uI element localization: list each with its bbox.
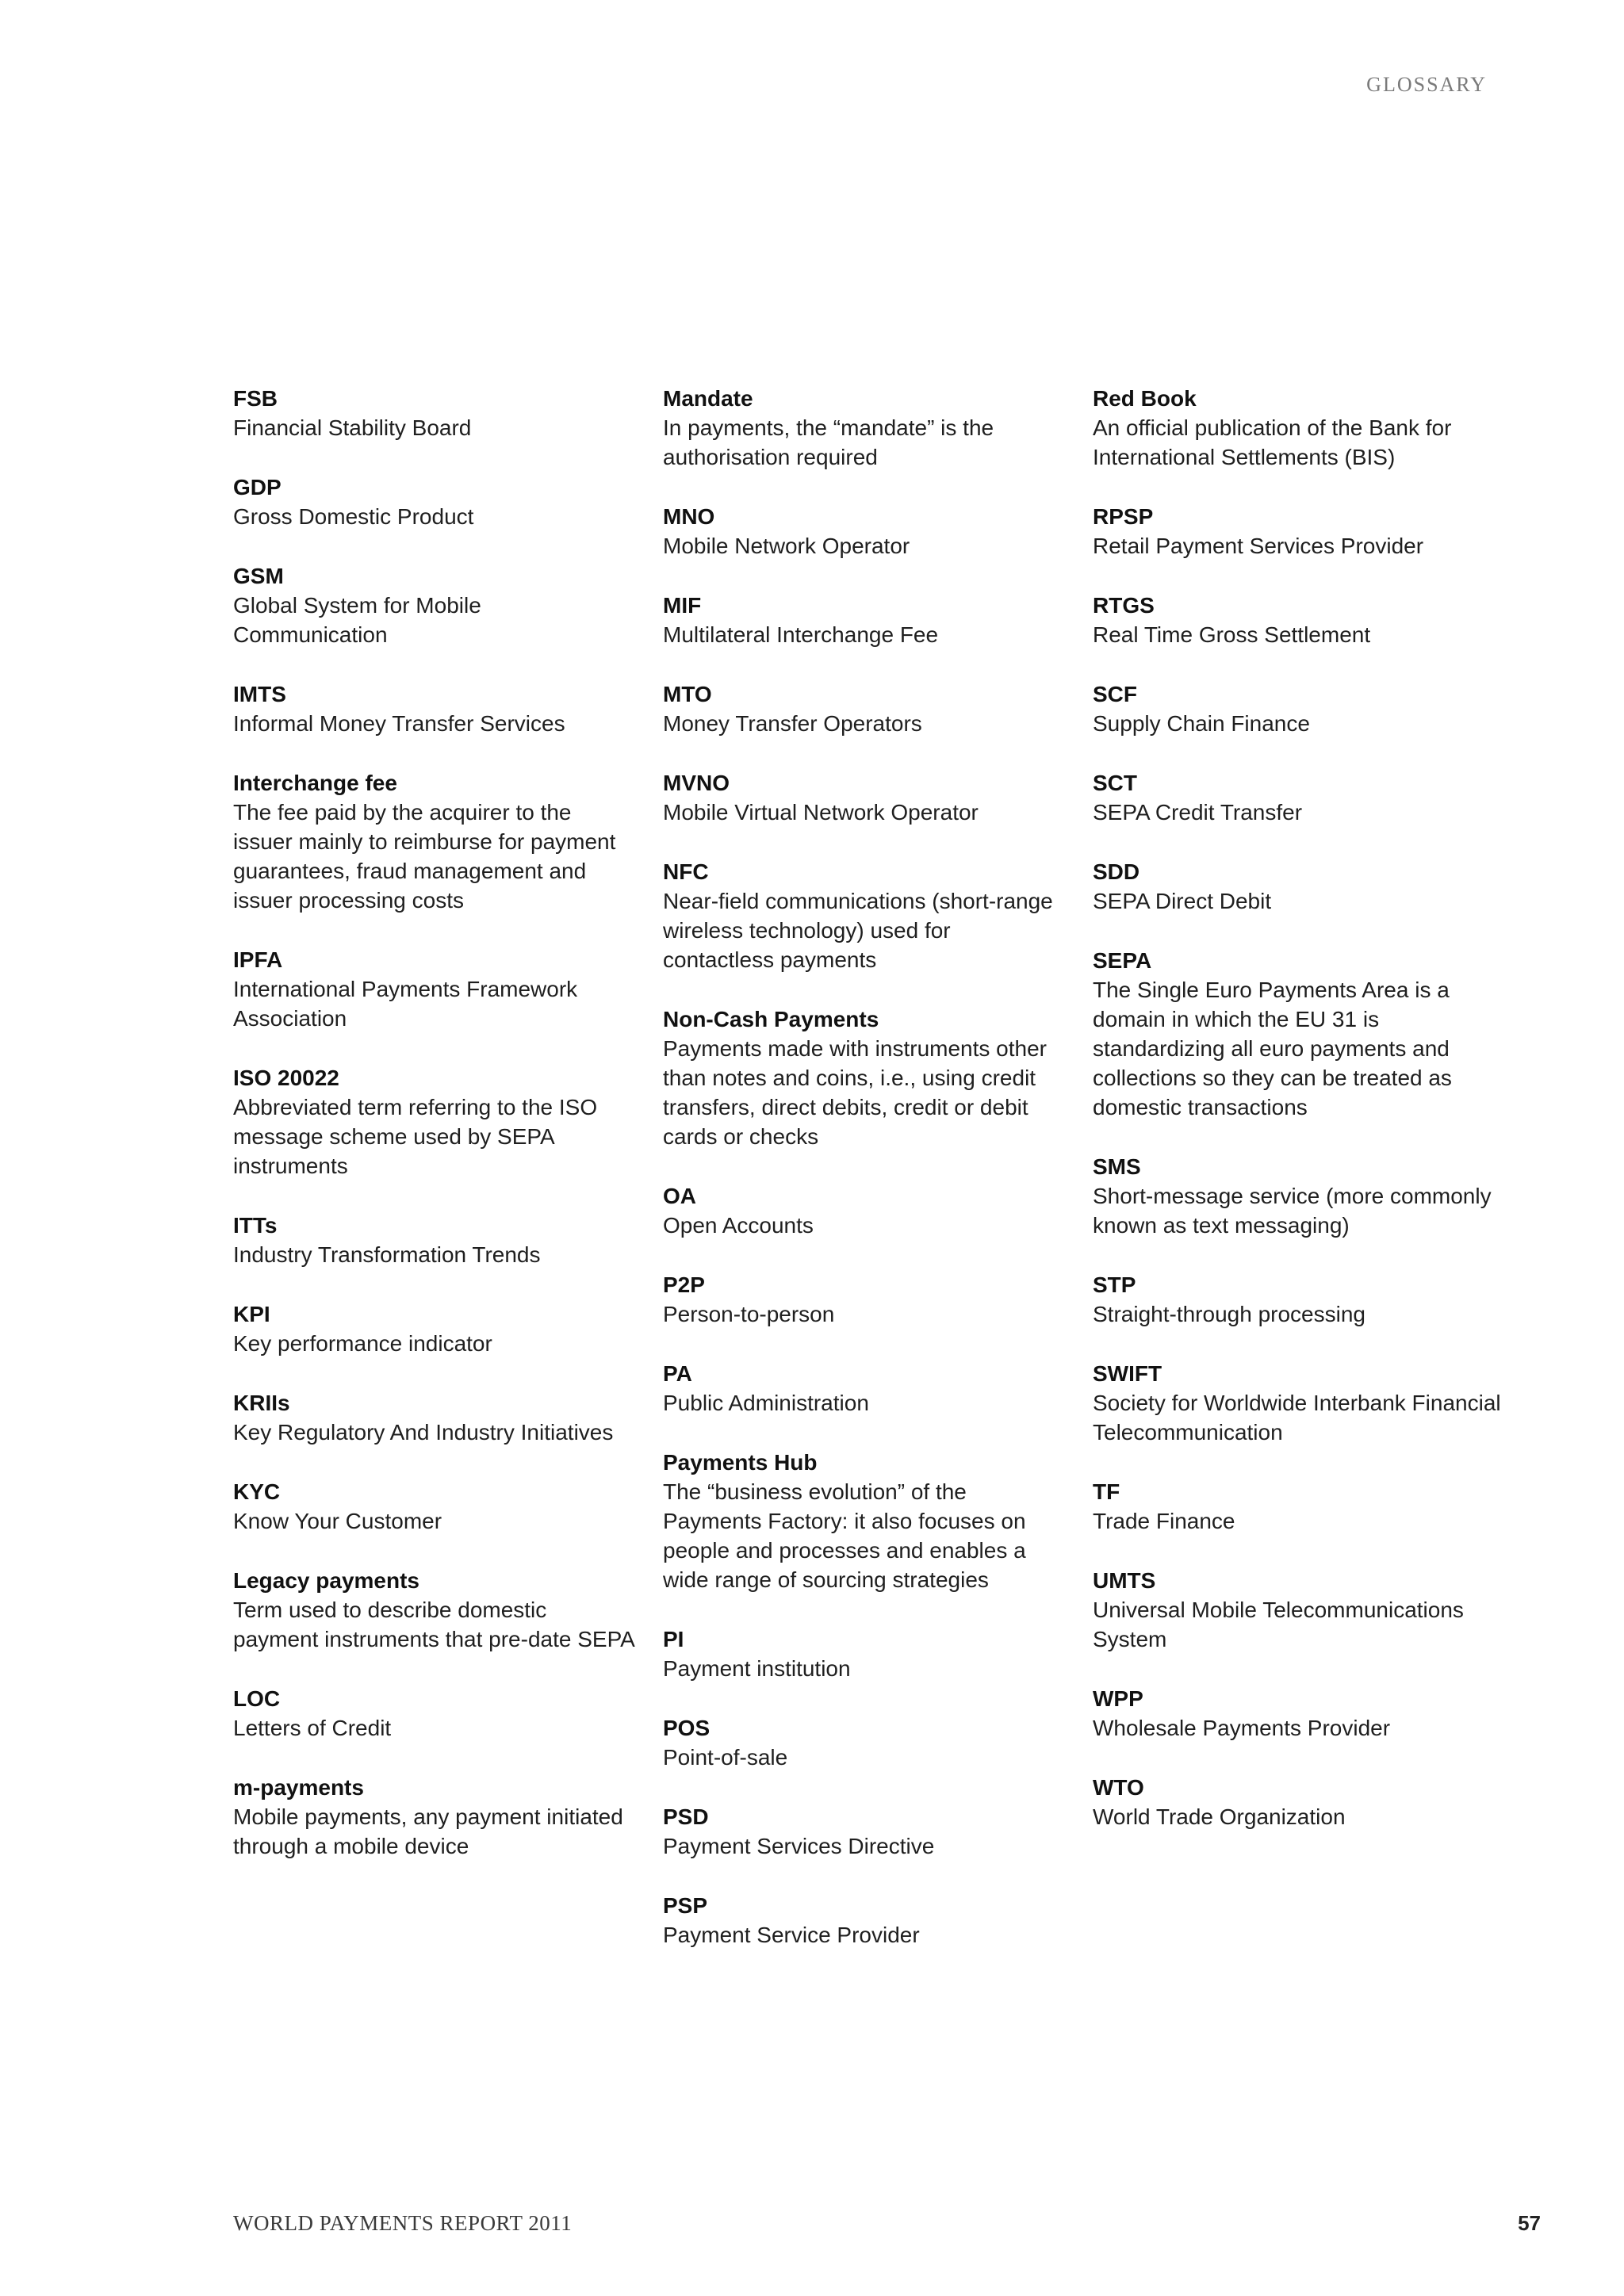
glossary-entry <box>1093 384 1505 472</box>
glossary-term: POS <box>663 1716 710 1740</box>
glossary-definition: SEPA Direct Debit <box>1093 889 1272 913</box>
glossary-definition: Key performance indicator <box>233 1331 492 1356</box>
glossary-entry <box>233 945 636 1033</box>
glossary-term: WTO <box>1093 1775 1144 1800</box>
glossary-term: KPI <box>233 1302 270 1326</box>
glossary-term: GDP <box>233 475 282 499</box>
glossary-definition: Gross Domestic Product <box>233 504 474 529</box>
glossary-entry <box>1093 857 1505 916</box>
glossary-entry <box>1093 591 1505 649</box>
glossary-term: RPSP <box>1093 504 1154 529</box>
glossary-term: Payments Hub <box>663 1450 818 1475</box>
glossary-entry <box>233 1211 636 1269</box>
glossary-definition: Know Your Customer <box>233 1509 442 1533</box>
glossary-entry <box>233 473 636 531</box>
glossary-term: SMS <box>1093 1154 1141 1179</box>
glossary-column-1 <box>233 384 636 1980</box>
glossary-definition: World Trade Organization <box>1093 1804 1346 1829</box>
glossary-definition: Real Time Gross Settlement <box>1093 622 1371 647</box>
glossary-definition: Wholesale Payments Provider <box>1093 1716 1391 1740</box>
glossary-definition: Money Transfer Operators <box>663 711 922 736</box>
glossary-term: MNO <box>663 504 715 529</box>
glossary-entry <box>233 1299 636 1358</box>
glossary-definition: Near-field communications (short-range wireless technology) used for contactless payments <box>663 889 1053 972</box>
glossary-entry <box>663 1713 1066 1772</box>
glossary-definition: Payment institution <box>663 1656 851 1681</box>
glossary-entry <box>663 1181 1066 1240</box>
glossary-entry <box>1093 502 1505 561</box>
glossary-term: OA <box>663 1184 696 1208</box>
glossary-definition: International Payments Framework Association <box>233 977 578 1031</box>
glossary-definition: Straight-through processing <box>1093 1302 1365 1326</box>
glossary-definition: Person-to-person <box>663 1302 835 1326</box>
glossary-term: TF <box>1093 1479 1120 1504</box>
glossary-term: SCT <box>1093 771 1137 795</box>
glossary-term: MTO <box>663 682 712 706</box>
glossary-entry <box>1093 1773 1505 1831</box>
glossary-definition: Short-message service (more commonly known as text messaging) <box>1093 1184 1492 1238</box>
glossary-column-2 <box>663 384 1066 1980</box>
glossary-entry <box>1093 1566 1505 1654</box>
glossary-entry <box>1093 1684 1505 1743</box>
glossary-term: ITTs <box>233 1213 278 1238</box>
glossary-definition: The Single Euro Payments Area is a domain in which the EU 31 is standardizing all euro payments and collections so they can be treated as domestic transactions <box>1093 978 1452 1119</box>
glossary-entry <box>1093 1477 1505 1536</box>
glossary-term: SCF <box>1093 682 1137 706</box>
glossary-entry <box>1093 1152 1505 1240</box>
glossary-entry <box>233 679 636 738</box>
glossary-entry <box>1093 1359 1505 1447</box>
glossary-entry <box>233 1388 636 1447</box>
glossary-term: MIF <box>663 593 702 618</box>
page-number: 57 <box>1518 2211 1541 2235</box>
glossary-definition: The “business evolution” of the Payments Factory: it also focuses on people and processes and enables a wide range of sourcing strategies <box>663 1479 1026 1592</box>
glossary-term: UMTS <box>1093 1568 1156 1593</box>
glossary-term: GSM <box>233 564 284 588</box>
glossary-entry <box>233 1477 636 1536</box>
glossary-definition: Multilateral Interchange Fee <box>663 622 939 647</box>
glossary-definition: Trade Finance <box>1093 1509 1235 1533</box>
glossary-definition: In payments, the “mandate” is the authorisation required <box>663 415 994 469</box>
glossary-definition: Industry Transformation Trends <box>233 1242 541 1267</box>
glossary-term: PI <box>663 1627 684 1651</box>
glossary-definition: Point-of-sale <box>663 1745 788 1770</box>
glossary-term: KRIIs <box>233 1391 290 1415</box>
glossary-entry <box>663 768 1066 827</box>
glossary-entry <box>663 1359 1066 1418</box>
glossary-term: RTGS <box>1093 593 1155 618</box>
glossary-term: NFC <box>663 859 709 884</box>
glossary-term: MVNO <box>663 771 730 795</box>
glossary-term: SEPA <box>1093 948 1152 973</box>
glossary-definition: Public Administration <box>663 1391 869 1415</box>
glossary-definition: Term used to describe domestic payment instruments that pre-date SEPA <box>233 1598 635 1651</box>
glossary-term: Non-Cash Payments <box>663 1007 879 1031</box>
glossary-definition: Letters of Credit <box>233 1716 392 1740</box>
glossary-term: SDD <box>1093 859 1140 884</box>
glossary-term: Mandate <box>663 386 753 411</box>
glossary-entry <box>233 1773 636 1861</box>
glossary-definition: Global System for Mobile Communication <box>233 593 481 647</box>
glossary-entry <box>663 857 1066 974</box>
glossary-definition: Mobile payments, any payment initiated through a mobile device <box>233 1804 623 1858</box>
glossary-entry <box>663 1004 1066 1151</box>
glossary-entry <box>1093 679 1505 738</box>
glossary-entry <box>663 1624 1066 1683</box>
glossary-term: IMTS <box>233 682 286 706</box>
glossary-term: P2P <box>663 1272 705 1297</box>
glossary-term: IPFA <box>233 947 283 972</box>
glossary-term: PSD <box>663 1804 709 1829</box>
glossary-definition: Informal Money Transfer Services <box>233 711 565 736</box>
glossary-entry <box>663 591 1066 649</box>
glossary-term: SWIFT <box>1093 1361 1162 1386</box>
publication-title: WORLD PAYMENTS REPORT 2011 <box>233 2211 573 2235</box>
glossary-definition: SEPA Credit Transfer <box>1093 800 1303 825</box>
glossary-definition: Mobile Virtual Network Operator <box>663 800 979 825</box>
glossary-term: Legacy payments <box>233 1568 419 1593</box>
glossary-term: FSB <box>233 386 278 411</box>
glossary-term: PA <box>663 1361 692 1386</box>
glossary-column-3 <box>1093 384 1505 1980</box>
glossary-term: PSP <box>663 1893 708 1918</box>
glossary-entry <box>1093 768 1505 827</box>
glossary-entry <box>663 1891 1066 1950</box>
glossary-definition: Financial Stability Board <box>233 415 472 440</box>
glossary-entry <box>233 561 636 649</box>
glossary-term: m-payments <box>233 1775 364 1800</box>
glossary-definition: Society for Worldwide Interbank Financial Telecommunication <box>1093 1391 1501 1445</box>
glossary-entry <box>663 502 1066 561</box>
glossary-term: WPP <box>1093 1686 1143 1711</box>
section-title: GLOSSARY <box>1366 73 1487 96</box>
glossary-entry <box>663 1270 1066 1329</box>
glossary-definition: The fee paid by the acquirer to the issuer mainly to reimburse for payment guarantees, fraud management and issuer processing costs <box>233 800 616 913</box>
glossary-definition: Abbreviated term referring to the ISO message scheme used by SEPA instruments <box>233 1095 598 1178</box>
glossary-entry <box>663 384 1066 472</box>
glossary-definition: Open Accounts <box>663 1213 814 1238</box>
glossary-entry <box>663 1802 1066 1861</box>
glossary-definition: Mobile Network Operator <box>663 534 910 558</box>
glossary-term: STP <box>1093 1272 1136 1297</box>
glossary-entry <box>233 1684 636 1743</box>
glossary-entry <box>663 679 1066 738</box>
glossary-definition: Payments made with instruments other than notes and coins, i.e., using credit transfers, direct debits, credit or debit cards or checks <box>663 1036 1047 1149</box>
glossary-definition: Supply Chain Finance <box>1093 711 1310 736</box>
glossary-definition: Universal Mobile Telecommunications System <box>1093 1598 1464 1651</box>
glossary-entry <box>1093 1270 1505 1329</box>
glossary-definition: An official publication of the Bank for International Settlements (BIS) <box>1093 415 1452 469</box>
glossary-definition: Key Regulatory And Industry Initiatives <box>233 1420 614 1445</box>
glossary-entry <box>233 1063 636 1181</box>
glossary-entry <box>233 1566 636 1654</box>
glossary-term: Interchange fee <box>233 771 397 795</box>
glossary-term: ISO 20022 <box>233 1066 339 1090</box>
glossary-definition: Retail Payment Services Provider <box>1093 534 1424 558</box>
glossary-term: LOC <box>233 1686 281 1711</box>
glossary-definition: Payment Service Provider <box>663 1923 920 1947</box>
glossary-definition: Payment Services Directive <box>663 1834 935 1858</box>
glossary-entry <box>663 1448 1066 1594</box>
glossary-term: KYC <box>233 1479 281 1504</box>
glossary-entry <box>233 384 636 442</box>
glossary-term: Red Book <box>1093 386 1197 411</box>
glossary-entry <box>233 768 636 915</box>
glossary <box>233 384 1505 1980</box>
glossary-entry <box>1093 946 1505 1122</box>
